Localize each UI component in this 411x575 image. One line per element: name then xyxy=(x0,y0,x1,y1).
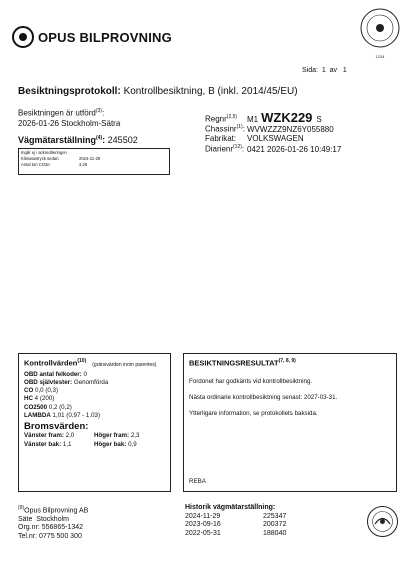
history-row: 2023-09-16 200372 xyxy=(185,521,287,528)
climate-info-box xyxy=(18,148,170,175)
chassis-row: Chassinr$^{(1)}$: WVWZZZ9NZ6Y055880 xyxy=(205,124,334,134)
vehicle-info xyxy=(205,110,341,154)
inspection-performed: Besiktningen är utförd$^{(3)}$: 2026-01-26 Stockholm-Sätra xyxy=(18,108,121,128)
svg-text:1234: 1234 xyxy=(375,54,385,59)
regnr-row: Regnr$^{(2,5)}$ M1 WZK229 S xyxy=(205,110,322,125)
diary-row: Diarienr$^{(12)}$: 0421 2026-01-26 10:49:17 xyxy=(205,144,342,154)
company-name: Opus Bilprovning AB xyxy=(24,507,89,515)
page-indicator: Sida: 1 av 1 xyxy=(302,67,347,74)
make-row: Fabrikat: VOLKSWAGEN xyxy=(205,134,304,143)
obd-faults: OBD antal felkoder: 0 xyxy=(24,370,87,378)
inspection-date-place: 2026-01-26 Stockholm-Sätra xyxy=(18,118,121,128)
swedac-seal-icon xyxy=(358,6,402,62)
odometer: Vägmätarställning$^{(4)}$: 245502 xyxy=(18,135,138,145)
limits-note: (gränsvärden inom parentes) xyxy=(92,361,157,368)
result-box xyxy=(183,353,397,492)
opus-logo xyxy=(12,26,172,48)
control-values-box xyxy=(18,353,171,492)
odometer-history xyxy=(185,504,286,538)
odometer-value: 245502 xyxy=(107,135,138,145)
chassis-number: WVWZZZ9NZ6Y055880 xyxy=(247,124,334,134)
result-heading: BESIKTNINGSRESULTAT$^{(7, 8, 9)}$ xyxy=(189,358,296,368)
history-heading: Historik vägmätarställning: xyxy=(185,504,276,511)
protocol-title: Besiktningsprotokoll: Kontrollbesiktning, B (inkl. 2014/45/EU) xyxy=(18,86,298,97)
co2500-value: CO2500 0,2 (0,2) xyxy=(24,403,72,411)
obd-selftests: OBD självtester: Genomförda xyxy=(24,378,109,386)
control-heading: Kontrollvärden$^{(10)}$ xyxy=(24,358,87,368)
registration-number: WZK229 xyxy=(261,110,313,125)
info-row: Antal ton CO2e: 3,26 xyxy=(21,162,88,167)
hc-value: HC 4 (200) xyxy=(24,395,55,403)
diary-number: 0421 2026-01-26 10:49:17 xyxy=(247,144,342,154)
info-row: Ingår ej i ackrediteringen xyxy=(21,150,67,155)
brakes-heading: Bromsvärden: xyxy=(24,421,89,433)
inspector-sign: REBA xyxy=(189,478,206,485)
brake-row: Vänster bak: 1,1 Höger bak: 0,9 xyxy=(24,440,137,448)
info-row: Klimatavtryck sedan: 2024-11-29 xyxy=(21,156,101,161)
result-next-date: Nästa ordinarie kontrollbesiktning senast: 2027-03-31. xyxy=(189,393,338,401)
company-info: $^{(9)}$Opus Bilprovning AB Säte Stockholm Org.nr: 556865-1342 Tel.nr: 0775 500 300 xyxy=(18,505,89,540)
brand-name: OPUS BILPROVNING xyxy=(38,29,172,45)
lambda-value: LAMBDA 1,01 (0,97 - 1,03) xyxy=(24,411,101,419)
circular-stamp-icon xyxy=(366,505,399,538)
result-more-info: Ytterligare information, se protokollets baksida. xyxy=(189,409,318,417)
opus-logo-icon xyxy=(12,26,34,48)
history-row: 2024-11-29 225347 xyxy=(185,512,287,520)
result-approved: Fordonet har godkänts vid kontrollbesiktning. xyxy=(189,377,313,385)
history-row: 2022-05-31 188040 xyxy=(185,529,287,537)
co-value: CO 0,0 (0,3) xyxy=(24,387,59,395)
make-value: VOLKSWAGEN xyxy=(247,134,304,143)
brake-row: Vänster fram: 2,0 Höger fram: 2,3 xyxy=(24,432,140,440)
